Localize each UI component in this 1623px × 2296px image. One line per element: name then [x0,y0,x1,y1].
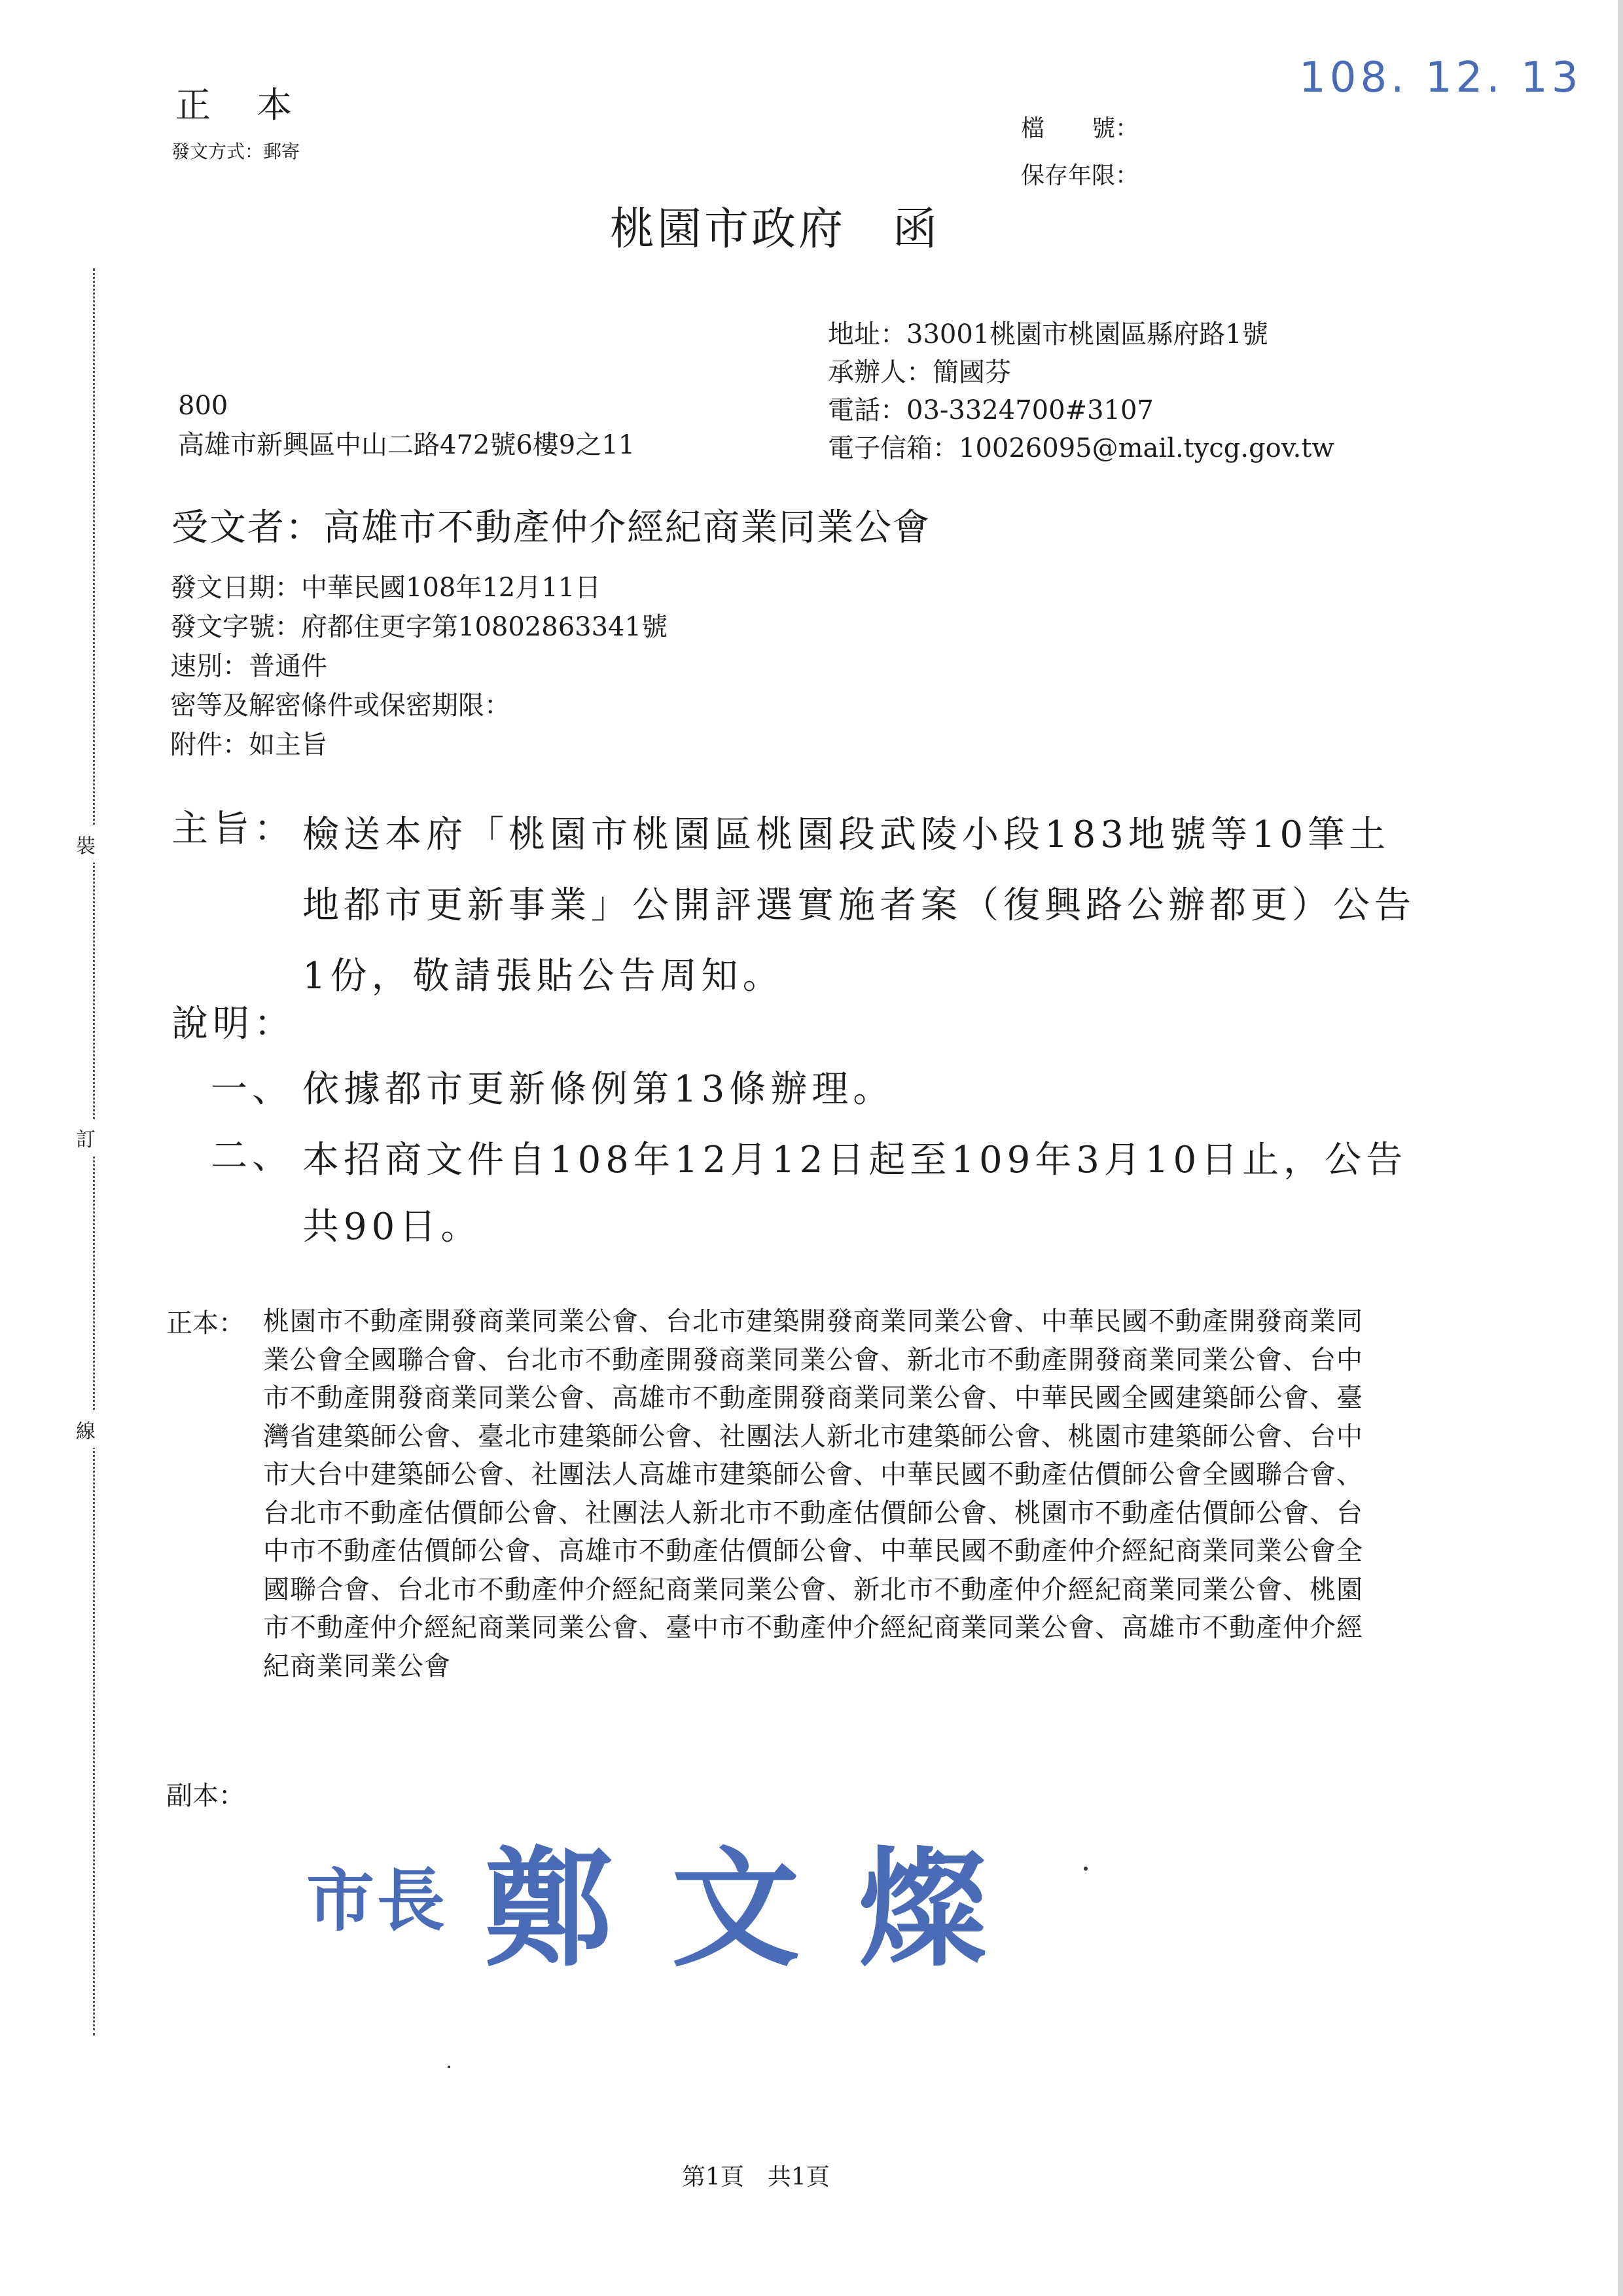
mayor-name-stamp: 鄭文燦 [484,1834,1046,1984]
send-method: 發文方式：郵寄 [171,141,300,162]
copy-recipients-label: 副本： [166,1781,245,1811]
explanation-label: 說明： [171,1003,295,1045]
recipient: 受文者：高雄市不動產仲介經紀商業同業公會 [171,507,931,549]
received-date-stamp: 108. 12. 13 [1299,54,1582,102]
scan-speck [448,2066,450,2068]
recipient-street: 高雄市新興區中山二路472號6樓9之11 [178,430,635,460]
binding-mark-xian: 線 [76,1411,96,1448]
binding-mark-zhuang: 裝 [76,826,96,863]
mayor-title-stamp: 市長 [306,1860,448,1941]
document-meta [170,568,668,764]
original-recipients-list: 桃園市不動產開發商業同業公會、台北市建築開發商業同業公會、中華民國不動產開發商業同業公會全國聯合會、台北市不動產開發商業同業公會、新北市不動產開發商業同業公會、台中市不動產開發商業同業公會、高雄市不動產開發商業同業公會、中華民國全國建築師公會、臺灣省建築師公會、臺北市建築師公會、社團法人新北市建築師公會、桃園市建築師公會、台中市大台中建築師公會、社團法人高雄市建築師公會、中華民國不動產估價師公會全國聯合會、台北市不動產估價師公會、社團法人新北市不動產估價師公會、桃園市不動產估價師公會、台中市不動產估價師公會、高雄市不動產估價師公會、中華民國不動產仲介經紀商業同業公會全國聯合會、台北市不動產仲介經紀商業同業公會、新北市不動產仲介經紀商業同業公會、桃園市不動產仲介經紀商業同業公會、臺中市不動產仲介經紀商業同業公會、高雄市不動產仲介經紀商業同業公會 [263,1306,1363,1681]
sender-block [828,315,1334,467]
recipient-address [178,386,635,465]
original-recipients-label: 正本： [166,1308,245,1338]
recipient-postal-code: 800 [178,391,228,421]
document-title: 桃園市政府 函 [610,204,940,255]
scan-speck [1084,1867,1088,1871]
page-edge [1618,0,1623,2296]
attachment: 附件：如主旨 [170,730,327,760]
explanation-item-label: 二、 [211,1135,293,1177]
sender-phone: 電話：03-3324700#3107 [828,395,1154,425]
binding-mark-ding: 訂 [76,1119,96,1156]
secrecy-level: 密等及解密條件或保密期限： [170,691,510,721]
reference-number: 發文字號：府都住更字第10802863341號 [170,612,668,642]
retention-period-label: 保存年限： [1021,162,1139,189]
sender-email: 電子信箱：10026095@mail.tycg.gov.tw [828,433,1334,463]
page-number: 第1頁 共1頁 [682,2164,830,2191]
explanation-item-text: 依據都市更新條例第13條辦理。 [302,1068,895,1111]
copy-type: 正本 [175,84,338,126]
issue-date: 發文日期：中華民國108年12月11日 [170,573,601,603]
sender-contact: 承辦人：簡國芬 [828,357,1011,387]
subject-text: 檢送本府「桃園市桃園區桃園段武陵小段183地號等10筆土地都市更新事業」公開評選實施者案（復興路公辦都更）公告1份，敬請張貼公告周知。 [302,814,1416,997]
delivery-speed: 速別：普通件 [170,651,327,681]
sender-address: 地址：33001桃園市桃園區縣府路1號 [828,319,1268,350]
explanation-item-text: 本招商文件自108年12月12日起至109年3月10日止，公告共90日。 [302,1139,1408,1248]
file-number-label: 檔 號： [1021,115,1139,142]
explanation-item-label: 一、 [211,1068,293,1111]
subject-label: 主旨： [171,808,295,850]
